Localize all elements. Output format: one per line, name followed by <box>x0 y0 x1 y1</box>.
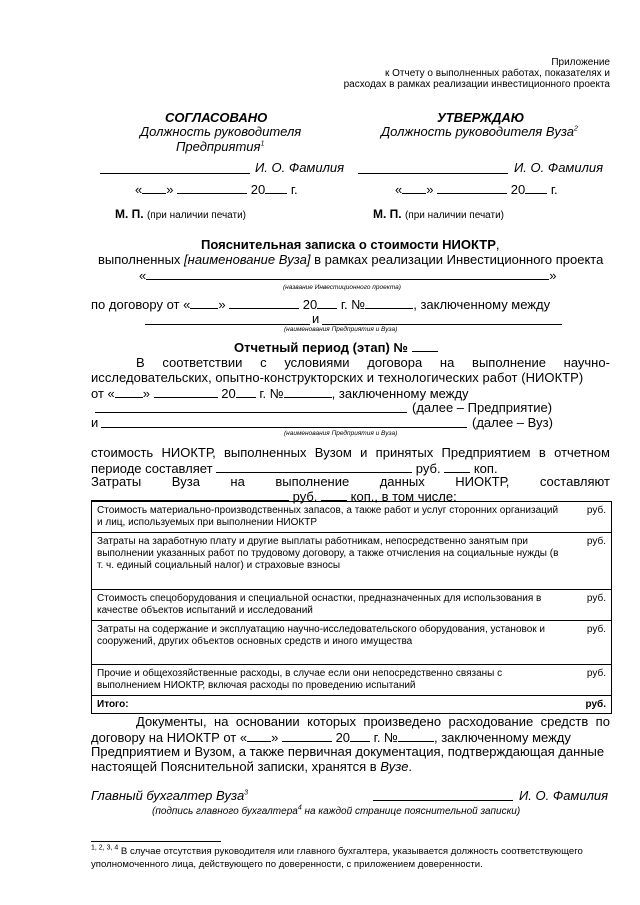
project-name-caption: (название Инвестиционного проекта) <box>283 284 401 291</box>
table-total-label: Итого: <box>92 696 568 714</box>
accountant-note: (подпись главного бухгалтера$^4$ на каждой странице пояснительной записки) <box>152 804 521 817</box>
table-cell-unit: руб. <box>567 533 612 590</box>
table-cell-unit: руб. <box>567 590 612 621</box>
university-label: (далее – Вуз) <box>472 415 553 430</box>
accountant-signature-line <box>373 800 513 801</box>
agreed-date: « » 20 г. <box>135 182 298 197</box>
footnote-divider <box>91 841 221 842</box>
table-cell-unit: руб. <box>567 665 612 696</box>
document-title: Пояснительная записка о стоимости НИОКТР, <box>201 237 500 252</box>
table-cell-unit: руб. <box>567 621 612 665</box>
table-row <box>92 590 612 621</box>
agreed-position-line-2: Предприятия$^1$ <box>176 139 265 154</box>
table-cell-description: Затраты на содержание и эксплуатацию научно-исследовательского оборудования, установок и сооружений, других объектов основных средств и иного имущества <box>92 621 568 665</box>
table-total-unit: руб. <box>567 696 612 714</box>
costs-line-1: Затраты Вуза на выполнение данных НИОКТР, составляют <box>91 474 610 489</box>
appendix-line-3: расходах в рамках реализации инвестиционного проекта <box>343 79 610 90</box>
university-name-line <box>101 427 467 428</box>
documents-line-4: настоящей Пояснительной записки, хранятся в Вузе. <box>91 759 413 774</box>
agreed-heading: СОГЛАСОВАНО <box>165 110 268 125</box>
approved-name: И. О. Фамилия <box>514 160 604 175</box>
table-cell-description: Прочие и общехозяйственные расходы, в случае если они непосредственно связаны с выполнением НИОКТР, включая расходы по проведению испытаний <box>92 665 568 696</box>
approved-stamp: М. П. (при наличии печати) <box>373 207 504 221</box>
table-row <box>92 621 612 665</box>
documents-line-1: Документы, на основании которых произведено расходование средств по <box>136 714 610 729</box>
body-line-1: В соответствии с условиями договора на выполнение научно- <box>136 355 610 370</box>
table-row <box>92 533 612 590</box>
enterprise-name-line <box>95 412 407 413</box>
table-cell-description: Затраты на заработную плату и другие выплаты работникам, непосредственно занятым при выполнении указанных работ по трудовому договору, а также отчисления на социальные нужды (в т. ч. единый социальный налог) и страховые взносы <box>92 533 568 590</box>
accountant-name: И. О. Фамилия <box>519 788 609 803</box>
body-line-3: от « » 20 г. № , заключенному между <box>91 386 469 401</box>
project-name-field: « » <box>139 268 557 283</box>
table-cell-description: Стоимость спецоборудования и специальной оснастки, предназначенных для использования в качестве объектов испытаний и исследований <box>92 590 568 621</box>
agreed-signature-line <box>100 173 250 174</box>
cost-table <box>91 501 612 714</box>
parties-line-left <box>145 324 310 325</box>
documents-line-3: Предприятием и Вузом, а также первичная документация, подтверждающая данные <box>91 744 605 759</box>
parties-and: и <box>312 311 320 326</box>
footnote <box>91 845 583 871</box>
title-line-2: выполненных [наименование Вуза] в рамках реализации Инвестиционного проекта <box>98 252 604 267</box>
table-cell-unit: руб. <box>567 502 612 533</box>
period-label: Отчетный период (этап) № <box>234 339 438 355</box>
table-row <box>92 502 612 533</box>
parties-line-right <box>322 324 562 325</box>
appendix-header <box>344 57 610 90</box>
accountant-label: Главный бухгалтер Вуза$^3$ <box>91 788 249 803</box>
documents-line-2: договору на НИОКТР от « » 20 г. № , заключенному между <box>91 730 571 745</box>
parties-caption-1: (наименования Предприятия и Вуза) <box>284 326 398 333</box>
university-and: и <box>91 415 99 430</box>
approved-signature-line <box>358 173 508 174</box>
cost-line-2: периоде составляет руб. коп. <box>91 461 498 476</box>
contract-line: по договору от « » 20 г. № , заключенному между <box>91 297 551 312</box>
footnote-line-2: уполномоченного лица, действующего по доверенности, с приложением доверенности. <box>91 859 483 870</box>
footnote-line-1: $^{1, 2, 3, 4}$ В случае отсутствия руководителя или главного бухгалтера, указывается должность соответствующего <box>91 844 583 857</box>
table-cell-description: Стоимость материально-производственных запасов, а также работ и услуг сторонних организаций и лиц, используемых при выполнении НИОКТР <box>92 502 568 533</box>
agreed-position-line-1: Должность руководителя <box>140 124 302 139</box>
table-total-row <box>92 696 612 714</box>
agreed-name: И. О. Фамилия <box>255 160 345 175</box>
cost-line-1: стоимость НИОКТР, выполненных Вузом и принятых Предприятием в отчетном <box>91 445 610 460</box>
appendix-line-1: Приложение <box>551 57 610 68</box>
costs-line-2: руб. коп., в том числе: <box>91 488 457 504</box>
appendix-line-2: к Отчету о выполненных работах, показателях и <box>385 68 610 79</box>
approved-position: Должность руководителя Вуза$^2$ <box>381 124 578 139</box>
enterprise-label: (далее – Предприятие) <box>412 400 553 415</box>
body-line-2: исследовательских, опытно-конструкторских и технологических работ (НИОКТР) <box>91 370 584 385</box>
approved-heading: УТВЕРЖДАЮ <box>437 110 525 125</box>
table-row <box>92 665 612 696</box>
parties-caption-2: (наименования Предприятия и Вуза) <box>284 430 398 437</box>
approved-date: « » 20 г. <box>395 182 558 197</box>
agreed-stamp: М. П. (при наличии печати) <box>115 207 246 221</box>
